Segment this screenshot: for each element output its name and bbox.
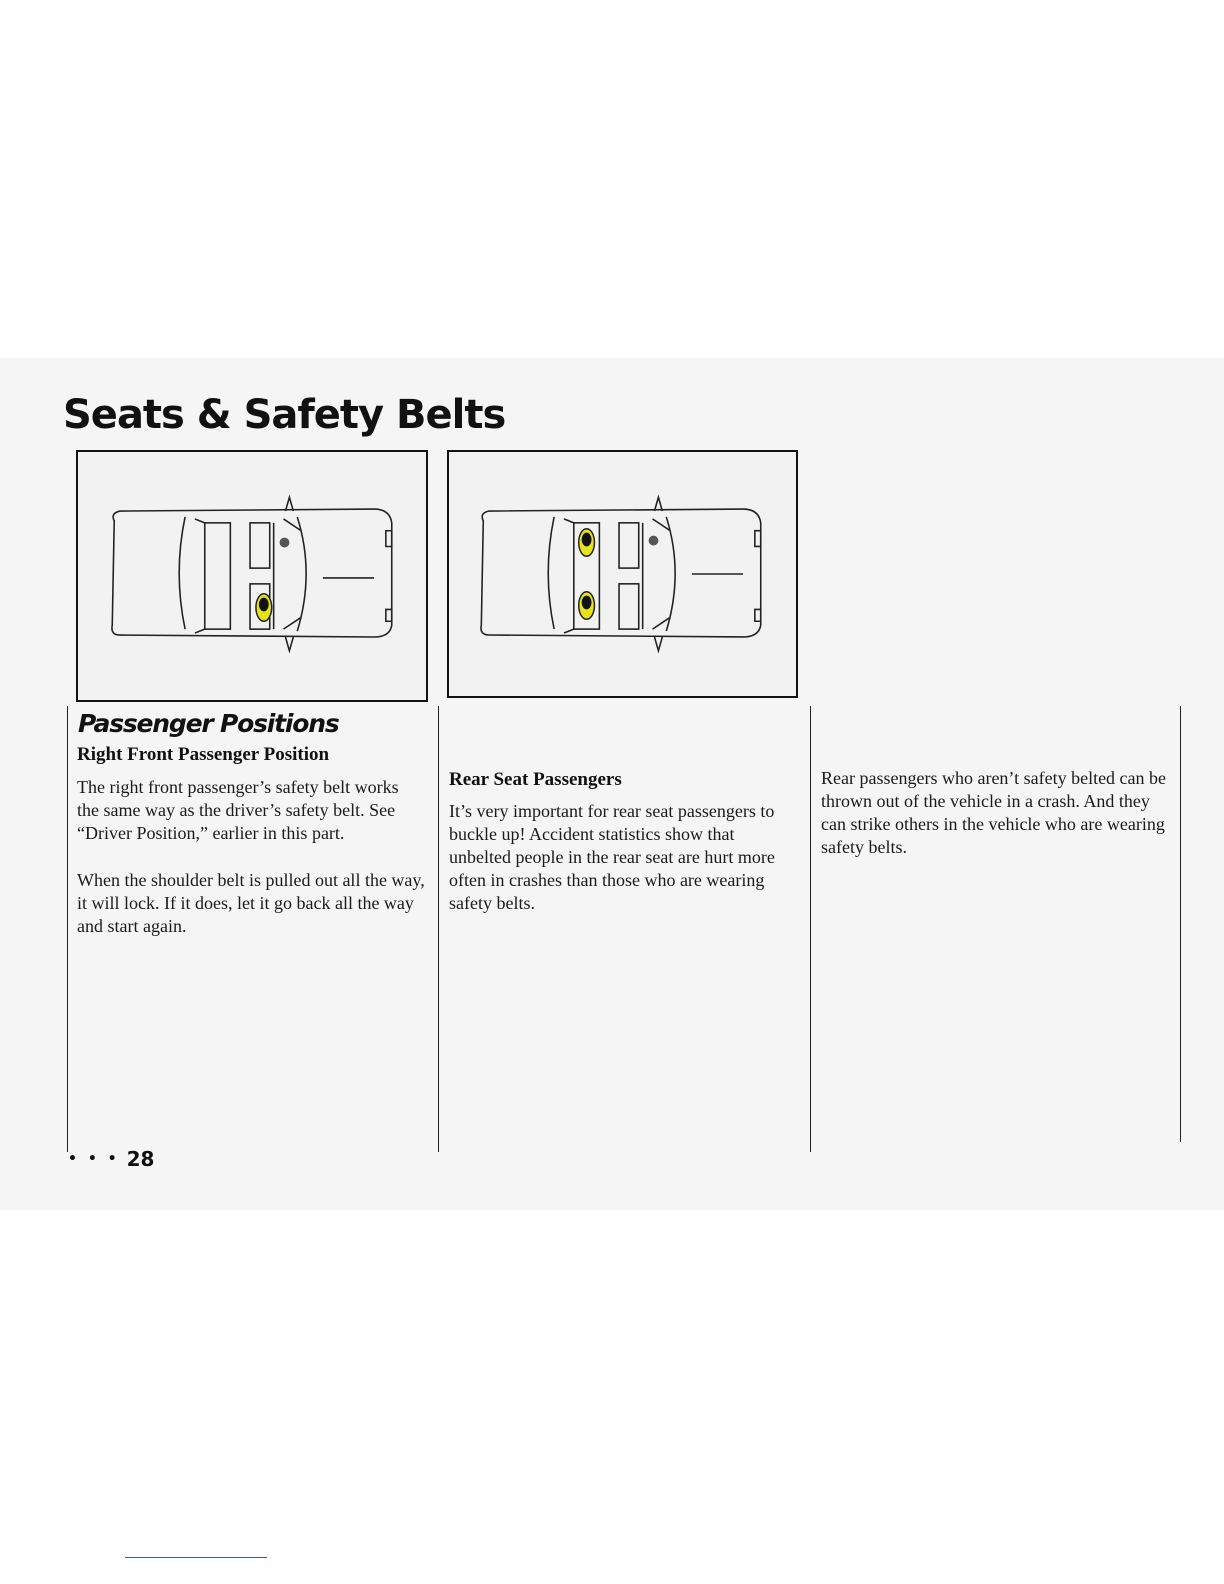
page-number <box>68 1147 154 1171</box>
paragraph: It’s very important for rear seat passengers to buckle up! Accident statistics show that unbelted people in the rear seat are hurt more often in crashes than those who are wearing safety belts. <box>449 801 775 913</box>
column-rule <box>1180 706 1181 1142</box>
footer-link-underline <box>125 1557 267 1558</box>
paragraph: When the shoulder belt is pulled out all the way, it will lock. If it does, let it go back all the way and start again. <box>77 870 425 936</box>
car-top-view-rear-passengers-icon <box>449 452 796 696</box>
paragraph: Rear passengers who aren’t safety belted can be thrown out of the vehicle in a crash. And they can strike others in the vehicle who are wearing safety belts. <box>821 768 1167 857</box>
section-title: Seats & Safety Belts <box>63 392 506 438</box>
heading-rear-seat-passengers: Rear Seat Passengers <box>449 769 622 790</box>
page-number-dots: • • • <box>68 1151 120 1167</box>
paragraph: The right front passenger’s safety belt works the same way as the driver’s safety belt. See “Driver Position,” earlier in this part. <box>77 777 399 843</box>
column-rule <box>67 706 68 1152</box>
car-top-view-front-passenger-icon <box>78 452 426 700</box>
column-rule <box>438 706 439 1152</box>
heading-right-front-passenger: Right Front Passenger Position <box>77 744 330 765</box>
page-number-value: 28 <box>126 1147 155 1171</box>
subhead-passenger-positions: Passenger Positions <box>78 709 339 738</box>
figure-front-passenger <box>76 450 428 702</box>
column-rule <box>810 706 811 1152</box>
figure-rear-passengers <box>447 450 798 698</box>
